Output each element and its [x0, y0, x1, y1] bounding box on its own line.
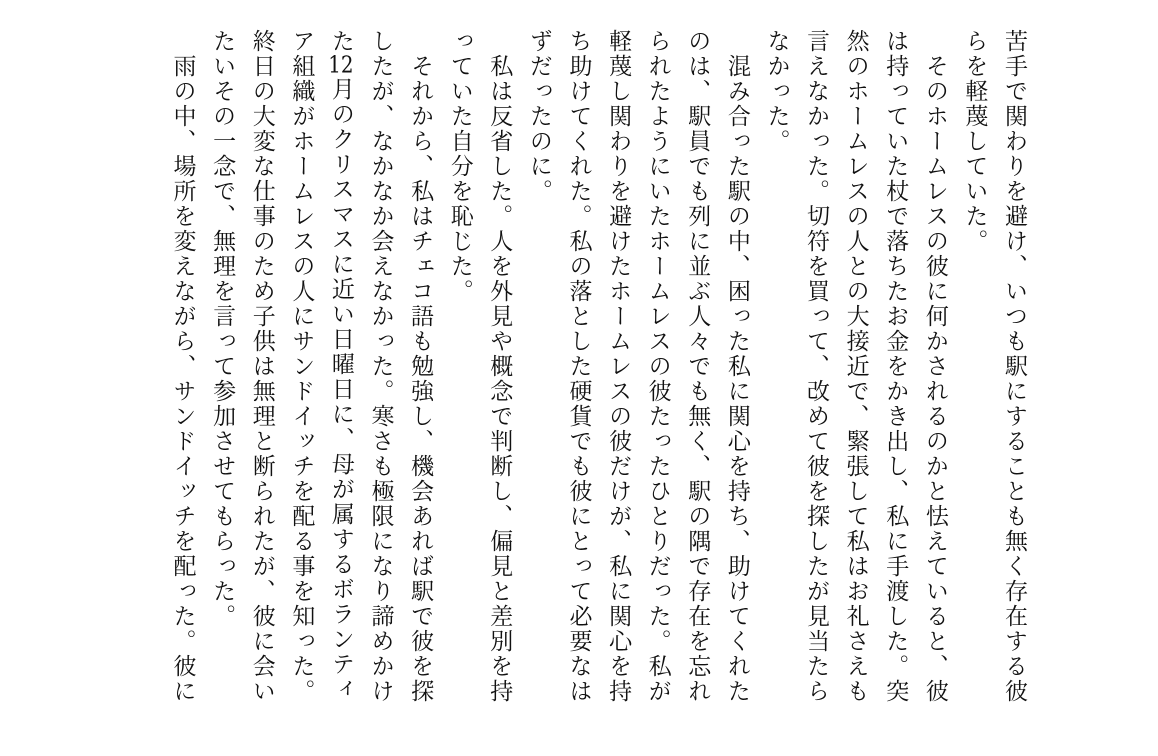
- tate-chu-yoko-number: 12: [328, 54, 354, 77]
- paragraph-1: 苦手で関わりを避け、いつも駅にすることも無く存在する彼らを軽蔑していた。: [961, 29, 1027, 704]
- paragraph-6: 雨の中、場所を変えながら、サンドイッチを配った。彼に: [169, 54, 196, 704]
- document-page: [162, 29, 1033, 705]
- paragraph-2: そのホームレスの彼に何かされるのかと怯えていると、彼は持っていた杖で落ちたお金をかき出し、私に手渡した。突然のホームレスの人との大接近で、緊張して私はお礼さえも言えなかった。切符を買って、改めて彼を探したが見当たらなかった。: [763, 29, 948, 704]
- paragraph-3: 混み合った駅の中、困った私に関心を持ち、助けてくれたのは、駅員でも列に並ぶ人々でも無く、駅の隅で存在を忘れられたようにいたホームレスの彼たったひとりだった。私が軽蔑し関わりを避けたホームレスの彼だけが、私に関心を持ち助けてくれた。私の落とした硬貨でも彼にとって必要なはずだったのに。: [525, 29, 750, 704]
- paragraph-4: 私は反省した。人を外見や概念で判断し、偏見と差別を持っていた自分を恥じた。: [446, 29, 513, 704]
- paragraph-5: それから、私はチェコ語も勉強し、機会あれば駅で彼を探したが、なかなか会えなかった。寒さも極限になり諦めかけた12月のクリスマスに近い日曜日に、母が属するボランティア組織がホームレスの人にサンドイッチを配る事を知った。終日の大変な仕事のため子供は無理と断られたが、彼に会いたいその一念で、無理を言って参加させてもらった。: [209, 29, 434, 704]
